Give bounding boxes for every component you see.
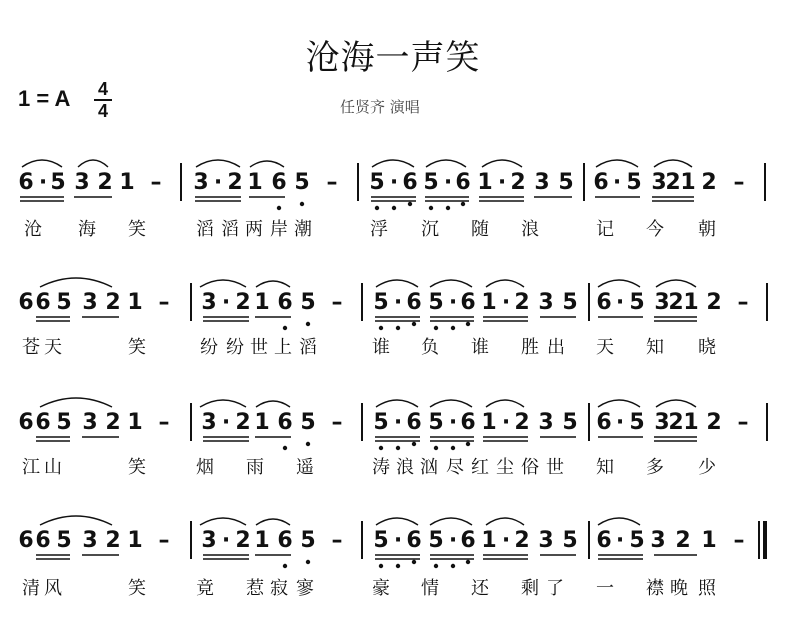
low-octave-dot [277, 206, 281, 210]
slur [376, 280, 418, 287]
note: 1 [254, 290, 270, 315]
note: 2 [227, 170, 243, 195]
low-octave-dot [396, 326, 400, 330]
lyric-char: 天 [44, 337, 62, 358]
low-octave-dot [283, 326, 287, 330]
lyric-char: 世 [546, 457, 564, 478]
final-bar-thick [763, 521, 767, 559]
low-octave-dot [300, 202, 304, 206]
note: 3 [74, 170, 90, 195]
meter-bottom: 4 [97, 101, 108, 121]
bar-line [583, 163, 585, 201]
key-signature: 1 = A [18, 86, 71, 111]
note: 6 [277, 528, 293, 553]
note: 6 [596, 410, 612, 435]
note: 3 [538, 410, 554, 435]
slur [482, 160, 522, 167]
bar-line [361, 521, 363, 559]
lyric-char: 寂 [270, 578, 288, 599]
dash-note: – [737, 410, 749, 435]
low-octave-dot [306, 442, 310, 446]
bar-line [361, 403, 363, 441]
time-signature [92, 80, 114, 120]
lyric-char: 江 [22, 457, 40, 478]
note: 5 [373, 528, 389, 553]
dash-note: – [158, 410, 170, 435]
bar-line [361, 283, 363, 321]
note: 1 [477, 170, 493, 195]
augmentation-dot: · [615, 528, 625, 553]
note: 6 [406, 528, 422, 553]
note: 6 [402, 170, 418, 195]
note: 5 [373, 410, 389, 435]
dash-note: – [733, 170, 745, 195]
slur [200, 280, 246, 287]
low-octave-dot [379, 564, 383, 568]
note: 6 [277, 290, 293, 315]
bar-line [190, 521, 192, 559]
note: 2 [105, 410, 121, 435]
lyric-char: 惹 [246, 578, 264, 599]
slur [250, 161, 284, 167]
low-octave-dot [283, 446, 287, 450]
lyric-char: 照 [698, 578, 716, 599]
note: 6 [18, 170, 34, 195]
low-octave-dot [466, 322, 470, 326]
lyric-char: 滔 [196, 219, 214, 240]
note: 1 [683, 290, 699, 315]
augmentation-dot: · [213, 170, 223, 195]
note: 3 [201, 410, 217, 435]
note: 5 [300, 410, 316, 435]
lyric-char: 笑 [128, 578, 146, 599]
augmentation-dot: · [615, 290, 625, 315]
dash-note: – [331, 528, 343, 553]
dash-note: – [733, 528, 745, 553]
note: 2 [675, 528, 691, 553]
low-octave-dot [396, 564, 400, 568]
note: 2 [105, 290, 121, 315]
low-octave-dot [466, 442, 470, 446]
slur [596, 160, 638, 167]
augmentation-dot: · [221, 290, 231, 315]
low-octave-dot [434, 446, 438, 450]
low-octave-dot [408, 202, 412, 206]
slur [78, 160, 108, 167]
low-octave-dot [466, 560, 470, 564]
lyric-char: 苍 [22, 337, 40, 358]
note: 3 [82, 410, 98, 435]
note: 2 [514, 290, 530, 315]
note: 2 [514, 410, 530, 435]
lyric-char: 潮 [294, 219, 312, 240]
lyric-char: 随 [471, 219, 489, 240]
lyric-char: 涛 [372, 457, 390, 478]
slur [200, 400, 246, 407]
lyric-char: 浪 [396, 457, 414, 478]
augmentation-dot: · [615, 410, 625, 435]
note: 6 [35, 290, 51, 315]
lyric-char: 朝 [698, 219, 716, 240]
note: 5 [629, 290, 645, 315]
note: 6 [460, 528, 476, 553]
lyric-char: 山 [44, 457, 62, 478]
slur [426, 160, 466, 167]
low-octave-dot [283, 564, 287, 568]
low-octave-dot [451, 446, 455, 450]
lyric-char: 多 [646, 457, 664, 478]
augmentation-dot: · [221, 528, 231, 553]
note: 5 [56, 290, 72, 315]
note: 5 [294, 170, 310, 195]
note: 5 [369, 170, 385, 195]
note: 1 [127, 290, 143, 315]
note: 1 [481, 290, 497, 315]
note: 6 [593, 170, 609, 195]
low-octave-dot [412, 560, 416, 564]
low-octave-dot [379, 326, 383, 330]
slur [200, 518, 246, 525]
low-octave-dot [412, 322, 416, 326]
slur [256, 519, 290, 525]
lyric-char: 谁 [471, 337, 489, 358]
lyric-char: 海 [78, 219, 96, 240]
lyric-char: 知 [646, 337, 664, 358]
lyric-char: 纷 [226, 337, 244, 358]
augmentation-dot: · [501, 290, 511, 315]
note: 3 [193, 170, 209, 195]
slur [372, 160, 414, 167]
note: 6 [18, 528, 34, 553]
lyric-char: 世 [250, 337, 268, 358]
slur [256, 401, 290, 407]
bar-line [766, 403, 768, 441]
augmentation-dot: · [389, 170, 399, 195]
low-octave-dot [392, 206, 396, 210]
note: 5 [300, 528, 316, 553]
singer-credit: 任贤齐 演唱 [340, 98, 420, 116]
slur [376, 400, 418, 407]
lyric-char: 少 [698, 457, 716, 478]
lyric-char: 笑 [128, 457, 146, 478]
lyric-char: 豪 [372, 578, 390, 599]
augmentation-dot: · [612, 170, 622, 195]
lyric-char: 天 [596, 337, 614, 358]
note: 2 [510, 170, 526, 195]
note: 1 [680, 170, 696, 195]
lyric-char: 笑 [128, 219, 146, 240]
note: 2 [235, 528, 251, 553]
augmentation-dot: · [393, 528, 403, 553]
low-octave-dot [396, 446, 400, 450]
dash-note: – [331, 410, 343, 435]
note: 6 [18, 410, 34, 435]
low-octave-dot [446, 206, 450, 210]
lyric-char: 了 [546, 578, 564, 599]
note: 1 [481, 410, 497, 435]
low-octave-dot [412, 442, 416, 446]
final-bar-thin [758, 521, 760, 559]
note: 3 [201, 290, 217, 315]
note: 6 [35, 528, 51, 553]
note: 6 [271, 170, 287, 195]
note: 1 [701, 528, 717, 553]
note: 3 [538, 528, 554, 553]
note: 1 [683, 410, 699, 435]
slur [22, 160, 62, 167]
dash-note: – [737, 290, 749, 315]
note: 5 [50, 170, 66, 195]
bar-line [180, 163, 182, 201]
lyric-char: 红 [471, 457, 489, 478]
note: 5 [629, 528, 645, 553]
lyric-char: 竟 [196, 578, 214, 599]
note: 5 [56, 410, 72, 435]
lyric-char: 烟 [196, 457, 214, 478]
lyric-char: 笑 [128, 337, 146, 358]
slur [486, 280, 524, 287]
low-octave-dot [451, 564, 455, 568]
lyric-char: 风 [44, 578, 62, 599]
lyric-char: 寥 [296, 578, 314, 599]
augmentation-dot: · [501, 528, 511, 553]
lyric-char: 谁 [372, 337, 390, 358]
augmentation-dot: · [497, 170, 507, 195]
note: 6 [460, 290, 476, 315]
note: 5 [428, 528, 444, 553]
low-octave-dot [434, 564, 438, 568]
lyric-char: 沉 [421, 219, 439, 240]
note: 3 [82, 290, 98, 315]
note: 1 [247, 170, 263, 195]
note: 5 [562, 528, 578, 553]
slur [598, 400, 640, 407]
note: 6 [596, 528, 612, 553]
lyric-char: 知 [596, 457, 614, 478]
lyric-char: 纷 [200, 337, 218, 358]
bar-line [764, 163, 766, 201]
song-title: 沧海一声笑 [305, 38, 481, 78]
bar-line [766, 283, 768, 321]
lyric-char: 雨 [246, 457, 264, 478]
bar-line [190, 403, 192, 441]
low-octave-dot [379, 446, 383, 450]
note: 1 [481, 528, 497, 553]
note: 5 [428, 410, 444, 435]
note: 1 [254, 410, 270, 435]
note: 5 [629, 410, 645, 435]
note: 2 [235, 410, 251, 435]
note: 6 [596, 290, 612, 315]
lyric-char: 记 [596, 219, 614, 240]
slur [430, 280, 472, 287]
slur [430, 518, 472, 525]
note: 3 [654, 410, 670, 435]
note: 5 [423, 170, 439, 195]
note: 5 [626, 170, 642, 195]
note: 6 [18, 290, 34, 315]
bar-line [588, 283, 590, 321]
lyric-char: 沧 [24, 219, 42, 240]
bar-line [190, 283, 192, 321]
lyric-char: 俗 [521, 457, 539, 478]
augmentation-dot: · [448, 290, 458, 315]
slur [376, 518, 418, 525]
note: 1 [127, 410, 143, 435]
lyric-char: 尽 [446, 457, 464, 478]
note: 2 [701, 170, 717, 195]
slur [40, 516, 112, 525]
note: 3 [651, 170, 667, 195]
low-octave-dot [461, 202, 465, 206]
low-octave-dot [375, 206, 379, 210]
slur [40, 278, 112, 287]
slur [430, 400, 472, 407]
low-octave-dot [434, 326, 438, 330]
augmentation-dot: · [393, 290, 403, 315]
note: 3 [534, 170, 550, 195]
note: 6 [455, 170, 471, 195]
lyric-char: 负 [421, 337, 439, 358]
dash-note: – [326, 170, 338, 195]
note: 5 [373, 290, 389, 315]
lyric-char: 遥 [296, 457, 314, 478]
slur [486, 518, 524, 525]
augmentation-dot: · [38, 170, 48, 195]
low-octave-dot [451, 326, 455, 330]
augmentation-dot: · [393, 410, 403, 435]
note: 5 [562, 410, 578, 435]
slur [40, 398, 112, 407]
note: 2 [706, 290, 722, 315]
note: 5 [562, 290, 578, 315]
note: 2 [235, 290, 251, 315]
low-octave-dot [306, 322, 310, 326]
bar-line [357, 163, 359, 201]
note: 3 [82, 528, 98, 553]
note: 2 [668, 290, 684, 315]
low-octave-dot [306, 560, 310, 564]
lyric-char: 滔 [221, 219, 239, 240]
slur [656, 400, 696, 407]
lyric-char: 滔 [299, 337, 317, 358]
note: 5 [558, 170, 574, 195]
lyric-char: 浮 [370, 219, 388, 240]
bar-line [588, 521, 590, 559]
note: 1 [119, 170, 135, 195]
slur [598, 280, 640, 287]
slur [654, 160, 692, 167]
dash-note: – [331, 290, 343, 315]
note: 1 [254, 528, 270, 553]
lyric-char: 晓 [698, 337, 716, 358]
lyric-char: 两 [245, 219, 263, 240]
note: 2 [668, 410, 684, 435]
slur [486, 400, 524, 407]
augmentation-dot: · [501, 410, 511, 435]
lyric-char: 胜 [521, 337, 539, 358]
augmentation-dot: · [443, 170, 453, 195]
note: 2 [105, 528, 121, 553]
slur [256, 281, 290, 287]
note: 3 [538, 290, 554, 315]
note: 6 [460, 410, 476, 435]
lyric-char: 还 [471, 578, 489, 599]
lyric-char: 晚 [670, 578, 688, 599]
note: 5 [300, 290, 316, 315]
note: 5 [56, 528, 72, 553]
lyric-char: 上 [274, 337, 292, 358]
lyric-char: 岸 [270, 219, 288, 240]
lyric-char: 剩 [521, 578, 539, 599]
note: 3 [201, 528, 217, 553]
augmentation-dot: · [448, 528, 458, 553]
slur [196, 160, 240, 167]
note: 6 [406, 290, 422, 315]
augmentation-dot: · [448, 410, 458, 435]
note: 2 [514, 528, 530, 553]
slur [656, 280, 696, 287]
note: 1 [127, 528, 143, 553]
note: 6 [406, 410, 422, 435]
lyric-char: 情 [421, 578, 439, 599]
note: 3 [654, 290, 670, 315]
lyric-char: 清 [22, 578, 40, 599]
slur [598, 518, 640, 525]
augmentation-dot: · [221, 410, 231, 435]
note: 2 [97, 170, 113, 195]
lyric-char: 襟 [646, 578, 664, 599]
lyric-char: 一 [596, 578, 614, 599]
bar-line [588, 403, 590, 441]
lyric-char: 尘 [496, 457, 514, 478]
dash-note: – [158, 528, 170, 553]
note: 3 [650, 528, 666, 553]
lyric-char: 汹 [420, 457, 438, 478]
lyric-char: 浪 [521, 219, 539, 240]
low-octave-dot [429, 206, 433, 210]
note: 2 [706, 410, 722, 435]
note: 5 [428, 290, 444, 315]
note: 6 [277, 410, 293, 435]
dash-note: – [150, 170, 162, 195]
meter-top: 4 [97, 79, 108, 99]
lyric-char: 今 [646, 219, 664, 240]
note: 6 [35, 410, 51, 435]
dash-note: – [158, 290, 170, 315]
note: 2 [665, 170, 681, 195]
lyric-char: 出 [547, 337, 565, 358]
